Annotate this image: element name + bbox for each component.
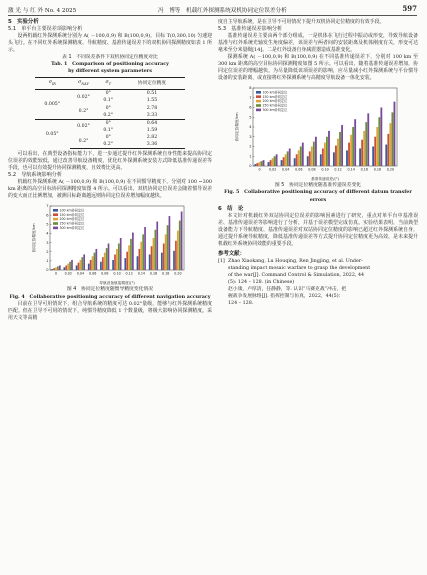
bar: [259, 163, 261, 167]
paragraph: 基准传递误差主要由两个部分组成，一是机体在飞行过程中振动或形变，导致导航设备基准与红外系统光轴发生角度偏差，该误差与两者间的安装距离及机体刚度有关，形变可达毫米至分米量级[14]。二是红外设备自身减震器造成基准变化。: [218, 33, 418, 54]
table-1-caption-cn: 表 1 不同误差条件下双机协同定位精度对比: [62, 55, 158, 61]
bar: [175, 241, 177, 270]
bar: [118, 244, 120, 271]
x-tick-label: 0.12: [334, 167, 342, 172]
bar: [104, 253, 106, 270]
bar: [83, 255, 85, 271]
x-tick-label: 0.18: [162, 271, 170, 276]
figure-5-caption-cn: 图 5 协同定位精度随基准传递误差变化: [274, 183, 362, 189]
bar: [378, 118, 380, 167]
bar: [385, 145, 387, 166]
bar: [154, 230, 156, 270]
table-header-row: [35, 78, 185, 90]
x-tick-label: 0.04: [76, 271, 85, 276]
y-tick-label: 1: [249, 154, 252, 159]
bar: [328, 131, 330, 166]
x-tick-label: 0.16: [149, 271, 158, 276]
bar: [274, 157, 276, 167]
table-1-caption-en-cont: by different system parameters: [68, 68, 152, 75]
bar: [302, 143, 304, 166]
legend-swatch: [53, 218, 58, 221]
x-tick-label: 0.10: [113, 271, 121, 276]
bar: [335, 146, 337, 166]
table-cell: 2.82: [146, 134, 158, 140]
table-cell: 0.51: [146, 91, 158, 97]
bar: [71, 260, 73, 270]
bar: [374, 137, 376, 166]
bar: [272, 159, 274, 167]
paragraph: 本文针对机载红外双站协同定位误差的影响因素进行了研究，重点对单平台中基准误差、基准传递误差等影响进行了分析，并基于误差模型完成仿真。实验结果表明，当前典型设备能力下导航精度、基准传递误差对双站协同定位精度的影响已超过红外探测系统自身，通过提升系统导航精度，降低基准传递误差等方式提升协同定位精度更为高效，是未来提升机载红外系统协同效能的重要手段。: [218, 212, 418, 247]
x-tick-label: 0.06: [295, 167, 303, 172]
bar: [126, 252, 128, 270]
bar: [69, 262, 71, 270]
legend-label: 150 km协同定位: [262, 95, 288, 100]
bar: [130, 239, 132, 270]
legend-label: 200 km协同定位: [262, 99, 288, 104]
legend-swatch: [256, 91, 261, 94]
bar: [165, 235, 167, 271]
bar: [92, 257, 94, 271]
y-tick-label: 4: [249, 125, 252, 130]
y-tick-label: 0: [249, 164, 252, 169]
y-tick-label: 3: [46, 241, 49, 246]
table-cell: 0.05°: [35, 119, 70, 148]
y-tick-label: 6: [249, 106, 252, 111]
y-tick-label: 6: [46, 213, 49, 218]
x-tick-label: 0.14: [347, 167, 355, 172]
legend-swatch: [256, 105, 261, 108]
bar: [296, 155, 298, 167]
paragraph: 机载红外探测系统 A( －100,0,9) 和 B(100,0,9) 在不同惯导精度下，分别对 100 ~300 km 距离的高空目标协同探测精度如图 4 所示。可以看出，双机协同定位误差会随着惯导误差的变大而正比例增加，被测目标距离越远则协同定位误差增加幅度越快。: [8, 179, 212, 200]
bar: [300, 147, 302, 167]
bar: [359, 149, 361, 167]
y-tick-label: 7: [249, 96, 252, 101]
bar: [387, 134, 389, 166]
x-axis-label: 导航设备航姿精度/(°): [99, 281, 135, 286]
y-tick-label: 2: [46, 250, 49, 255]
bar: [263, 161, 265, 167]
header-sigma-t: $\sigma_T$: [98, 78, 119, 90]
bar: [177, 231, 179, 270]
bar: [78, 263, 80, 270]
bar: [341, 125, 343, 166]
header-sigma-ir: $\sigma_{IR}$: [35, 78, 70, 90]
bar: [313, 142, 315, 166]
bar: [102, 258, 104, 271]
bar: [380, 108, 382, 167]
bar: [163, 244, 165, 271]
x-tick-label: 0.02: [64, 271, 72, 276]
table-cell: 3.33: [146, 112, 158, 118]
x-tick-label: 0.06: [88, 271, 97, 276]
bar: [112, 260, 114, 270]
bar: [307, 157, 309, 167]
legend-label: 300 km协同定位: [59, 226, 85, 231]
reference-number: [1]: [218, 258, 225, 264]
table-cell: 0°: [105, 134, 111, 140]
table-cell: 0.005°: [44, 102, 61, 108]
bar: [167, 226, 169, 271]
legend-label: 250 km协同定位: [262, 104, 288, 109]
bar: [88, 264, 90, 270]
bar: [320, 155, 322, 167]
bar: [81, 258, 83, 271]
paragraph: 目前在卫导可用情况下，组合导航系统的精度可达 0.02°量级，能够与红外探测系统精度匹配。但在卫导不可用的情况下，纯惯导精度降低 1 个数量级，将极大影响协同探测精度。采用天文等高精: [8, 300, 212, 321]
references-heading: 参考文献：: [218, 250, 245, 257]
bar: [149, 255, 151, 271]
legend-label: 250 km协同定位: [59, 222, 85, 227]
figure-4-caption-cn: 图 4 协同定位精度随惯导精度变化情况: [66, 287, 154, 293]
left-column: [8, 19, 212, 322]
legend-label: 200 km协同定位: [59, 217, 85, 222]
x-axis-label: 基准传递误差/(°): [310, 177, 340, 182]
bar: [181, 212, 183, 271]
bar: [289, 149, 291, 167]
bar: [350, 135, 352, 166]
bar: [309, 152, 311, 167]
bar: [51, 270, 53, 271]
table-1-caption-en: Tab. 1 Comparison of positioning accuracy: [51, 61, 169, 68]
bar: [142, 235, 144, 271]
y-tick-label: 1: [46, 259, 49, 264]
bar: [140, 242, 142, 270]
bar: [333, 153, 335, 167]
table-cell: 0°: [98, 119, 119, 127]
x-tick-label: 0.08: [101, 271, 109, 276]
bar: [256, 163, 258, 166]
legend-swatch: [53, 214, 58, 217]
legend-swatch: [53, 223, 58, 226]
y-tick-label: 3: [249, 135, 252, 140]
bar: [365, 123, 367, 167]
paragraph: 设两机载红外探测系统分别为 A( －100,0,9) 和 B(100,0,9)，目标 T(0,300,10) 匀速迎头飞行。在不同红外系统探测精度、导航精度、基准传递误差下的双机协同探测精度如表 1 所示。: [8, 33, 212, 54]
bar: [389, 124, 391, 167]
right-column: [218, 19, 418, 307]
page-number: 597: [402, 4, 417, 13]
table-cell: 2.78: [146, 105, 158, 111]
legend-swatch: [53, 209, 58, 212]
bar: [254, 164, 256, 166]
bar: [139, 249, 141, 270]
bar: [106, 249, 108, 271]
bar: [287, 152, 289, 167]
bar: [276, 155, 278, 167]
legend-label: 300 km协同定位: [262, 108, 288, 113]
x-tick-label: 0.04: [282, 167, 290, 172]
bar: [394, 102, 396, 166]
x-tick-label: 0.12: [125, 271, 133, 276]
accuracy-table: [35, 77, 185, 149]
bar: [128, 246, 130, 271]
journal-name: 激 光 与 红 外 No. 4 2025: [8, 8, 77, 14]
legend-swatch: [53, 227, 58, 230]
bar: [90, 260, 92, 270]
y-axis-label: 协同定位精度/km: [235, 112, 239, 142]
figure-4-chart: [30, 202, 190, 286]
bar: [337, 139, 339, 166]
y-tick-label: 4: [46, 232, 49, 237]
bar: [354, 120, 356, 167]
x-tick-label: 0.10: [321, 167, 329, 172]
bar: [376, 127, 378, 166]
bar: [55, 268, 57, 271]
bar: [80, 260, 82, 270]
table-cell: 0.02°: [77, 94, 90, 100]
bar: [391, 113, 393, 167]
section-5-1-heading: 5.1 单平台主要误差项影响分析: [8, 26, 83, 33]
bar: [283, 158, 285, 167]
bar: [294, 159, 296, 167]
bar: [268, 163, 270, 167]
x-tick-label: 0.14: [137, 271, 146, 276]
x-tick-label: 0.20: [386, 167, 395, 172]
bar: [156, 222, 158, 270]
bar: [108, 244, 110, 271]
y-tick-label: 7: [46, 204, 49, 209]
header-sigma-nav: $\sigma_{NAV}$: [70, 78, 98, 90]
y-tick-label: 5: [249, 115, 252, 120]
bar: [285, 155, 287, 167]
y-tick-label: 8: [249, 86, 252, 91]
bar: [100, 262, 102, 270]
bar: [57, 267, 59, 271]
bar: [65, 266, 67, 271]
legend-label: 100 km协同定位: [262, 90, 288, 95]
bar: [348, 143, 350, 166]
bar: [95, 249, 97, 270]
header-accuracy: 协同定位精度: [119, 78, 185, 90]
bar: [169, 217, 171, 271]
figure-5-caption-en: Fig. 5 Collaborative positioning accuracy of different datum transfer errors: [224, 189, 412, 203]
table-cell: 1.55: [146, 98, 158, 104]
y-tick-label: 2: [249, 145, 252, 150]
table-cell: 0.2°: [98, 141, 119, 149]
paragraph: 度自主导航系统，是在卫导不可用情况下提升双机协同定位精度的有效手段。: [218, 19, 385, 25]
bar: [326, 137, 328, 166]
bar: [116, 249, 118, 270]
x-tick-label: 0.16: [360, 167, 368, 172]
table-cell: 0°: [105, 105, 111, 111]
bar: [151, 247, 153, 271]
bar: [361, 140, 363, 166]
y-axis-label: 协同定位精度/km: [32, 223, 36, 254]
bar: [367, 114, 369, 167]
header-rule: [8, 15, 417, 16]
bar: [144, 227, 146, 270]
table-cell: 0.1°: [103, 127, 114, 133]
paragraph: 探测系统 A( －100,0,9) 和 B(100,0,9) 在不同基准传递误差下，分别对 100 km 至 300 km 距离的高空目标协同探测精度如图 5 所示。可以看出，随着基准传递误差增加，协同定位误差的增幅越快。为尽量降低该项误差的影响，应尽量减小红外探测系统与平台惯导设备的安装距离，或直接将红外探测系统与高精度导航设备一体化安装。: [218, 54, 418, 82]
table-cell: 0.2°: [70, 134, 98, 149]
bar: [270, 161, 272, 167]
bar: [281, 161, 283, 167]
bar: [94, 253, 96, 270]
legend-swatch: [256, 100, 261, 103]
bar: [67, 264, 69, 270]
bar: [339, 132, 341, 166]
section-5-heading: 5 实验分析: [8, 19, 39, 25]
table-cell: 0.64: [119, 119, 185, 127]
bar: [64, 268, 66, 271]
bar: [137, 257, 139, 271]
bar: [59, 266, 61, 271]
table-cell: 0°: [105, 91, 111, 97]
x-tick-label: 0: [258, 167, 261, 172]
table-row: [35, 90, 185, 98]
x-tick-label: 0.20: [174, 271, 182, 276]
reference-item: [1] Zhao Xiaokang, Lu Houqing, Ren Jingjing, et al. Under- standing impact mosaic warfare to grasp the development of the war[J]. Command Control & Simulation, 2022, 44 (5): 124 – 128. (in Chinese) 赵小康，卢厚清，任静静，等. 认识“马赛克战”冲击，把 握战争发展脉络[J]. 指挥控制与仿真，2022，44(5)： 124 – 128.: [218, 258, 371, 306]
running-header: [8, 2, 417, 16]
bar: [363, 131, 365, 166]
x-tick-label: 0: [55, 271, 58, 276]
bar: [324, 143, 326, 166]
bar: [114, 255, 116, 271]
bar: [322, 149, 324, 167]
bar: [315, 137, 317, 166]
x-tick-label: 0.18: [373, 167, 382, 172]
legend-label: 150 km协同定位: [59, 213, 85, 218]
table-cell: 0.2°: [78, 109, 89, 115]
running-title: 冯 博等 机载红外探测系统双机协同定位误差分析: [158, 8, 287, 14]
legend-label: 100 km协同定位: [59, 208, 85, 213]
bar: [372, 147, 374, 167]
y-tick-label: 5: [46, 222, 49, 227]
bar: [53, 269, 55, 271]
bar: [132, 233, 134, 270]
bar: [261, 162, 263, 167]
figure-5-chart: [233, 84, 403, 182]
table-cell: 1.59: [146, 127, 158, 133]
bar: [311, 147, 313, 167]
table-cell: 0.1°: [103, 98, 114, 104]
bar: [124, 259, 126, 271]
figure-4-caption-en: Fig. 4 Collaborative positioning accuracy of different navigation accuracy: [9, 293, 211, 300]
paragraph: 可以看出，在典型设备指标能力下，进一步通过提升红外探测系统自身性能来提高协同定位误差的效能较低，通过改善导航设备精度，优化红外探测系统安装方式降低基准传递误差等手段，也可以有效提升协同探测精度，且效费比更高。: [8, 151, 212, 172]
bar: [352, 127, 354, 166]
bar: [346, 151, 348, 167]
legend-swatch: [256, 109, 261, 112]
bar: [153, 238, 155, 270]
table-cell: 0.02°: [70, 119, 98, 134]
section-5-2-heading: 5.2 导航系统影响分析: [8, 172, 62, 179]
bar: [173, 251, 175, 270]
section-6-heading: 6 结 论: [218, 205, 244, 212]
table-cell: 0.2°: [103, 112, 114, 118]
x-tick-label: 0.02: [268, 167, 277, 172]
table-row: [35, 119, 185, 127]
section-5-3-heading: 5.3 基准传递误差影响分析: [218, 26, 283, 33]
y-tick-label: 0: [46, 268, 49, 273]
x-tick-label: 0.08: [308, 167, 316, 172]
bar: [120, 238, 122, 270]
bar: [298, 151, 300, 167]
bar: [76, 266, 78, 271]
table-cell: 3.36: [119, 141, 185, 149]
legend-swatch: [256, 96, 261, 99]
bar: [179, 221, 181, 270]
bar: [161, 253, 163, 270]
